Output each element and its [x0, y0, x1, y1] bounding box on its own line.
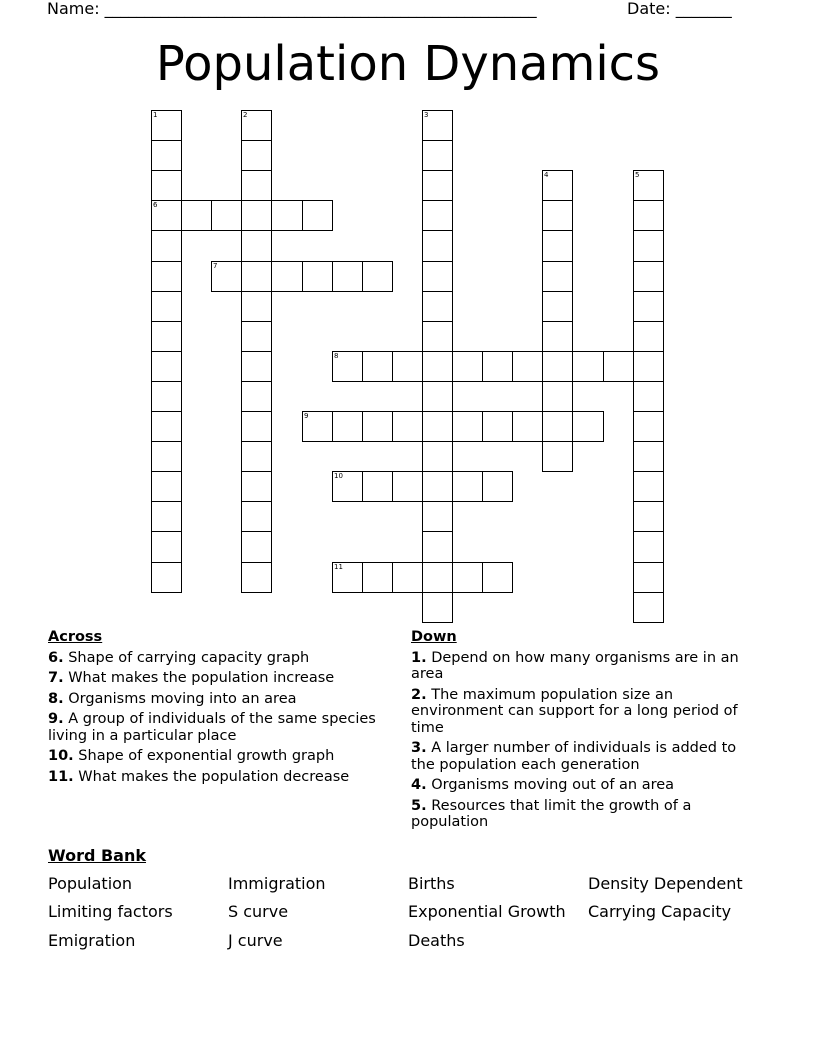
crossword-cell[interactable]	[452, 471, 483, 502]
clue-number-label: 11	[334, 563, 343, 571]
crossword-cell[interactable]	[151, 230, 182, 262]
crossword-cell[interactable]	[633, 261, 664, 292]
crossword-cell[interactable]	[633, 291, 664, 322]
crossword-cell[interactable]	[151, 170, 182, 201]
clue-text: A group of individuals of the same species living in a particular place	[48, 711, 376, 744]
crossword-cell[interactable]	[542, 351, 573, 382]
crossword-cell[interactable]	[542, 441, 573, 472]
crossword-cell[interactable]	[542, 261, 573, 292]
crossword-cell[interactable]	[271, 261, 303, 292]
word-bank-item: S curve	[228, 902, 289, 921]
crossword-cell[interactable]	[241, 261, 272, 292]
crossword-cell[interactable]	[151, 411, 182, 442]
crossword-cell[interactable]	[392, 351, 423, 382]
crossword-cell[interactable]	[542, 321, 573, 352]
crossword-cell[interactable]	[482, 351, 513, 382]
crossword-cell[interactable]	[362, 261, 393, 292]
clue-number-label: 1	[153, 111, 158, 119]
crossword-cell[interactable]	[151, 351, 182, 382]
crossword-cell[interactable]	[542, 291, 573, 322]
clue-text: The maximum population size an environment can support for a long period of time	[411, 686, 738, 736]
crossword-cell[interactable]	[241, 200, 272, 231]
crossword-cell[interactable]	[362, 562, 393, 593]
crossword-cell[interactable]	[542, 230, 573, 262]
crossword-cell[interactable]	[422, 411, 453, 442]
clue-number: 8.	[48, 690, 64, 707]
crossword-cell[interactable]	[542, 200, 573, 231]
crossword-cell[interactable]	[542, 381, 573, 412]
crossword-cell[interactable]	[422, 140, 453, 171]
crossword-cell[interactable]	[392, 562, 423, 593]
crossword-cell[interactable]	[241, 230, 272, 262]
word-bank-heading: Word Bank	[48, 846, 147, 865]
clue-number: 9.	[48, 711, 64, 727]
across-clue-6	[48, 650, 388, 667]
clue-text: A larger number of individuals is added to the population each generation	[411, 740, 737, 773]
clue-text: Organisms moving out of an area	[431, 777, 675, 793]
clue-text: What makes the population increase	[68, 670, 335, 686]
name-field[interactable]: Name: ______________________________________________________	[47, 0, 537, 18]
word-bank-item: J curve	[228, 931, 283, 950]
clue-number-label: 4	[544, 171, 549, 179]
word-bank-item: Births	[408, 874, 455, 893]
crossword-cell[interactable]	[633, 230, 664, 262]
crossword-cell[interactable]	[151, 110, 182, 141]
crossword-cell[interactable]	[241, 170, 272, 201]
crossword-cell[interactable]	[241, 291, 272, 322]
date-field[interactable]: Date: _______	[627, 0, 732, 18]
crossword-cell[interactable]	[633, 501, 664, 532]
down-clue-5	[411, 798, 756, 831]
crossword-cell[interactable]	[362, 351, 393, 382]
down-heading: Down	[411, 629, 457, 645]
crossword-cell[interactable]	[452, 562, 483, 593]
crossword-cell[interactable]	[241, 471, 272, 502]
crossword-cell[interactable]	[572, 351, 604, 382]
word-bank-item: Immigration	[228, 874, 326, 893]
clue-number: 11.	[48, 768, 74, 785]
clue-text: Shape of exponential growth graph	[78, 748, 335, 764]
crossword-cell[interactable]	[151, 140, 182, 171]
crossword-cell[interactable]	[452, 411, 483, 442]
crossword-cell[interactable]	[151, 261, 182, 292]
crossword-cell[interactable]	[633, 411, 664, 442]
clue-number-label: 5	[635, 171, 640, 179]
crossword-cell[interactable]	[422, 441, 453, 472]
crossword-cell[interactable]	[241, 140, 272, 171]
crossword-cell[interactable]	[633, 321, 664, 352]
crossword-cell[interactable]	[332, 562, 363, 593]
clue-number: 7.	[48, 670, 64, 686]
crossword-cell[interactable]	[362, 411, 393, 442]
crossword-cell[interactable]	[572, 411, 604, 442]
crossword-cell[interactable]	[362, 471, 393, 502]
crossword-cell[interactable]	[422, 170, 453, 201]
crossword-cell[interactable]	[422, 562, 453, 593]
crossword-cell[interactable]	[241, 531, 272, 563]
crossword-cell[interactable]	[181, 200, 212, 231]
clue-number: 10.	[48, 748, 74, 764]
crossword-cell[interactable]	[422, 531, 453, 563]
across-clues	[48, 629, 388, 789]
clue-number: 4.	[411, 777, 427, 793]
crossword-cell[interactable]	[482, 562, 513, 593]
crossword-cell[interactable]	[151, 531, 182, 563]
crossword-cell[interactable]	[422, 200, 453, 231]
crossword-cell[interactable]	[241, 501, 272, 532]
clue-number: 6.	[48, 649, 64, 666]
down-clue-3	[411, 740, 756, 773]
clue-text: What makes the population decrease	[78, 768, 350, 785]
crossword-cell[interactable]	[422, 381, 453, 412]
down-clue-4	[411, 777, 756, 794]
crossword-cell[interactable]	[422, 230, 453, 262]
crossword-cell[interactable]	[482, 411, 513, 442]
crossword-cell[interactable]	[422, 351, 453, 382]
word-bank-item: Emigration	[48, 931, 136, 950]
crossword-cell[interactable]	[512, 411, 543, 442]
clue-number-label: 8	[334, 352, 339, 360]
word-bank-item: Population	[48, 874, 133, 893]
crossword-cell[interactable]	[332, 261, 363, 292]
clue-number: 1.	[411, 649, 427, 666]
crossword-cell[interactable]	[422, 291, 453, 322]
clue-number: 2.	[411, 686, 427, 703]
crossword-cell[interactable]	[633, 441, 664, 472]
word-bank-item: Limiting factors	[48, 902, 173, 921]
crossword-cell[interactable]	[422, 261, 453, 292]
crossword-cell[interactable]	[151, 501, 182, 532]
across-clue-10	[48, 748, 388, 765]
word-bank-item: Exponential Growth	[408, 902, 566, 921]
clue-number-label: 9	[304, 412, 309, 420]
crossword-cell[interactable]	[211, 261, 242, 292]
crossword-cell[interactable]	[241, 321, 272, 352]
crossword-cell[interactable]	[603, 351, 634, 382]
crossword-cell[interactable]	[332, 471, 363, 502]
crossword-cell[interactable]	[512, 351, 543, 382]
crossword-cell[interactable]	[633, 200, 664, 231]
crossword-cell[interactable]	[633, 471, 664, 502]
crossword-cell[interactable]	[151, 381, 182, 412]
across-clue-9	[48, 711, 388, 744]
crossword-cell[interactable]	[151, 471, 182, 502]
clue-text: Resources that limit the growth of a population	[411, 797, 692, 830]
across-clue-7	[48, 670, 388, 687]
crossword-cell[interactable]	[633, 562, 664, 593]
clue-text: Depend on how many organisms are in an area	[411, 649, 739, 682]
crossword-cell[interactable]	[633, 170, 664, 201]
crossword-cell[interactable]	[422, 501, 453, 532]
word-bank-item: Deaths	[408, 931, 465, 950]
crossword-cell[interactable]	[302, 200, 333, 231]
crossword-cell[interactable]	[211, 200, 242, 231]
crossword-cell[interactable]	[241, 351, 272, 382]
crossword-cell[interactable]	[392, 471, 423, 502]
crossword-cell[interactable]	[542, 170, 573, 201]
clue-number-label: 7	[213, 262, 218, 270]
crossword-cell[interactable]	[422, 321, 453, 352]
crossword-cell[interactable]	[633, 381, 664, 412]
crossword-cell[interactable]	[633, 531, 664, 563]
page-title: Population Dynamics	[155, 36, 661, 92]
crossword-cell[interactable]	[151, 200, 182, 231]
word-bank-item: Carrying Capacity	[588, 902, 732, 921]
across-clue-11	[48, 769, 388, 786]
crossword-cell[interactable]	[241, 562, 272, 593]
word-bank-item: Density Dependent	[588, 874, 743, 893]
clue-number-label: 6	[153, 201, 158, 209]
across-heading: Across	[48, 629, 103, 645]
crossword-cell[interactable]	[482, 471, 513, 502]
across-clue-8	[48, 691, 388, 708]
crossword-cell[interactable]	[151, 441, 182, 472]
crossword-cell[interactable]	[151, 321, 182, 352]
crossword-cell[interactable]	[241, 110, 272, 141]
clue-number-label: 2	[243, 111, 248, 119]
crossword-cell[interactable]	[332, 351, 363, 382]
crossword-cell[interactable]	[302, 411, 333, 442]
crossword-cell[interactable]	[422, 110, 453, 141]
crossword-cell[interactable]	[151, 291, 182, 322]
crossword-cell[interactable]	[422, 471, 453, 502]
crossword-cell[interactable]	[151, 562, 182, 593]
crossword-cell[interactable]	[422, 592, 453, 623]
clue-text: Shape of carrying capacity graph	[68, 649, 310, 666]
crossword-cell[interactable]	[633, 351, 664, 382]
crossword-cell[interactable]	[392, 411, 423, 442]
crossword-cell[interactable]	[241, 381, 272, 412]
crossword-cell[interactable]	[633, 592, 664, 623]
clue-number-label: 10	[334, 472, 343, 480]
crossword-cell[interactable]	[302, 261, 333, 292]
crossword-cell[interactable]	[271, 200, 303, 231]
clue-number-label: 3	[424, 111, 429, 119]
down-clue-2	[411, 687, 756, 737]
crossword-cell[interactable]	[241, 441, 272, 472]
down-clues	[411, 629, 756, 835]
crossword-cell[interactable]	[332, 411, 363, 442]
crossword-cell[interactable]	[241, 411, 272, 442]
clue-text: Organisms moving into an area	[68, 690, 297, 707]
clue-number: 5.	[411, 797, 427, 814]
down-clue-1	[411, 650, 756, 683]
crossword-cell[interactable]	[452, 351, 483, 382]
crossword-cell[interactable]	[542, 411, 573, 442]
clue-number: 3.	[411, 740, 427, 756]
